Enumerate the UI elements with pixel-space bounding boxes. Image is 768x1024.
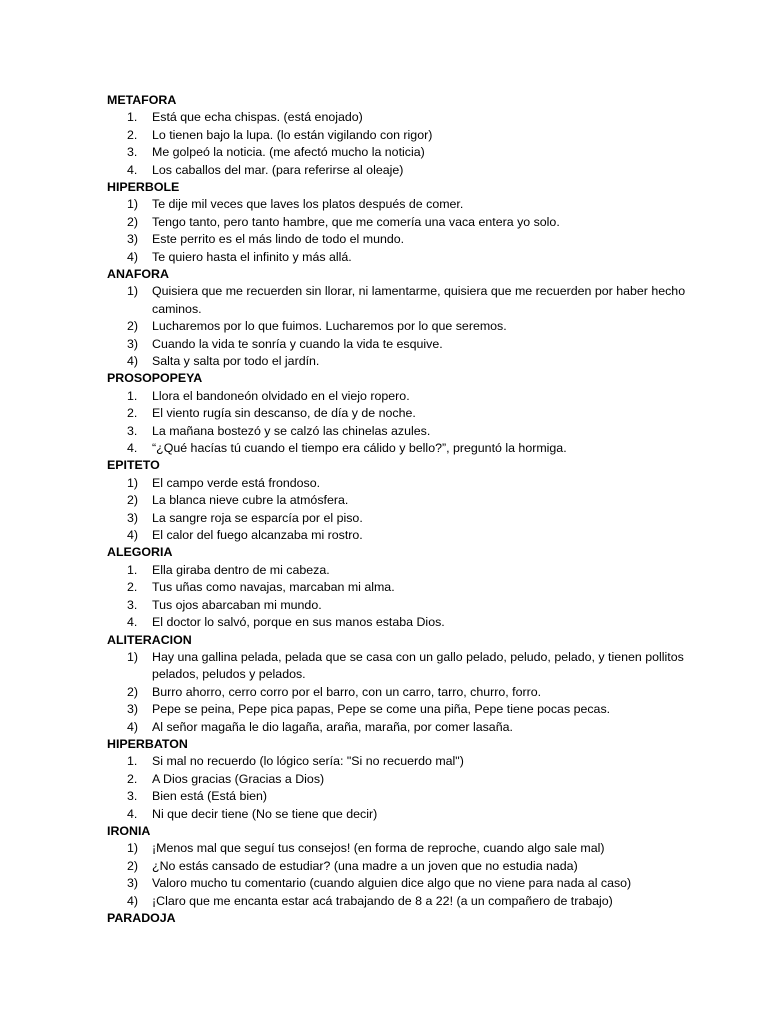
section-heading: ANAFORA [107, 267, 169, 282]
example-list [107, 109, 687, 179]
list-item-text: Tengo tanto, pero tanto hambre, que me comería una vaca entera yo solo. [152, 214, 560, 229]
list-item-number: 2) [127, 493, 139, 508]
section [107, 266, 687, 370]
list-item [107, 753, 687, 770]
list-item-text: ¡Menos mal que seguí tus consejos! (en forma de reproche, cuando algo sale mal) [152, 841, 605, 856]
list-item-text: La sangre roja se esparcía por el piso. [152, 510, 363, 525]
section-heading: EPITETO [107, 458, 160, 473]
list-item-number: 4. [127, 441, 138, 456]
example-list [107, 649, 687, 736]
list-item [107, 840, 687, 857]
list-item-text: Te dije mil veces que laves los platos después de comer. [152, 197, 464, 212]
list-item [107, 684, 687, 701]
list-item-text: Ni que decir tiene (No se tiene que decir) [152, 806, 378, 821]
list-item-text: Te quiero hasta el infinito y más allá. [152, 249, 352, 264]
list-item [107, 562, 687, 579]
section-heading: IRONIA [107, 823, 151, 838]
list-item-number: 1) [127, 284, 139, 299]
section-heading: METAFORA [107, 93, 177, 107]
list-item-number: 1. [127, 562, 138, 577]
list-item-text: Al señor magaña le dio lagaña, araña, maraña, por comer lasaña. [152, 719, 513, 734]
list-item [107, 423, 687, 440]
section-heading: ALEGORIA [107, 545, 173, 560]
example-list [107, 562, 687, 632]
list-item [107, 475, 687, 492]
list-item-number: 3) [127, 510, 139, 525]
list-item [107, 249, 687, 266]
list-item-number: 2) [127, 319, 139, 334]
section [107, 457, 687, 544]
list-item-number: 1) [127, 475, 139, 490]
list-item-number: 4) [127, 893, 139, 908]
section-heading: PROSOPOPEYA [107, 371, 203, 386]
list-item [107, 806, 687, 823]
list-item-text: Burro ahorro, cerro corro por el barro, con un carro, tarro, churro, forro. [152, 684, 542, 699]
list-item [107, 144, 687, 161]
list-item-number: 4. [127, 615, 138, 630]
list-item-text: Quisiera que me recuerden sin llorar, ni lamentarme, quisiera que me recuerden por haber hecho caminos. [152, 284, 686, 316]
list-item-number: 1) [127, 197, 139, 212]
section [107, 736, 687, 823]
list-item [107, 701, 687, 718]
list-item-number: 3) [127, 702, 139, 717]
list-item-text: Tus ojos abarcaban mi mundo. [152, 597, 322, 612]
list-item-number: 4) [127, 354, 139, 369]
section [107, 92, 687, 179]
list-item-number: 2. [127, 406, 138, 421]
list-item-number: 3. [127, 423, 138, 438]
list-item [107, 336, 687, 353]
list-item-text: Los caballos del mar. (para referirse al oleaje) [152, 162, 404, 177]
list-item-text: El doctor lo salvó, porque en sus manos estaba Dios. [152, 615, 445, 630]
list-item-number: 4) [127, 249, 139, 264]
list-item [107, 214, 687, 231]
list-item-text: Ella giraba dentro de mi cabeza. [152, 562, 330, 577]
list-item-number: 1. [127, 110, 138, 125]
list-item-text: Bien está (Está bien) [152, 789, 268, 804]
list-item [107, 405, 687, 422]
section-heading: ALITERACION [107, 632, 192, 647]
example-list [107, 283, 687, 370]
example-list [107, 753, 687, 823]
list-item-number: 1) [127, 841, 139, 856]
list-item [107, 597, 687, 614]
list-item [107, 510, 687, 527]
list-item [107, 614, 687, 631]
section [107, 823, 687, 910]
list-item-text: Llora el bandoneón olvidado en el viejo ropero. [152, 388, 410, 403]
list-item [107, 162, 687, 179]
list-item [107, 858, 687, 875]
example-list [107, 196, 687, 266]
list-item [107, 318, 687, 335]
list-item-text: La mañana bostezó y se calzó las chinelas azules. [152, 423, 431, 438]
list-item-number: 1. [127, 388, 138, 403]
list-item-text: Está que echa chispas. (está enojado) [152, 110, 363, 125]
list-item-number: 3) [127, 336, 139, 351]
list-item-text: Cuando la vida te sonría y cuando la vida te esquive. [152, 336, 443, 351]
section [107, 179, 687, 266]
list-item-number: 3) [127, 876, 139, 891]
section [107, 370, 687, 457]
list-item-number: 3. [127, 145, 138, 160]
list-item [107, 649, 687, 684]
list-item-number: 2. [127, 580, 138, 595]
list-item-number: 2) [127, 684, 139, 699]
list-item-text: Pepe se peina, Pepe pica papas, Pepe se come una piña, Pepe tiene pocas pecas. [152, 702, 611, 717]
list-item-text: La blanca nieve cubre la atmósfera. [152, 493, 349, 508]
list-item-text: “¿Qué hacías tú cuando el tiempo era cálido y bello?”, preguntó la hormiga. [152, 441, 567, 456]
list-item-text: Valoro mucho tu comentario (cuando alguien dice algo que no viene para nada al caso) [152, 876, 632, 891]
list-item-number: 2. [127, 771, 138, 786]
list-item-text: Hay una gallina pelada, pelada que se casa con un gallo pelado, peludo, pelado, y tienen pollitos pelados, peludos y pelados. [152, 649, 684, 682]
list-item [107, 127, 687, 144]
list-item-number: 4. [127, 806, 138, 821]
list-item-text: Lo tienen bajo la lupa. (lo están vigilando con rigor) [152, 127, 433, 142]
list-item-number: 3. [127, 789, 138, 804]
list-item-text: Si mal no recuerdo (lo lógico sería: "Si no recuerdo mal") [152, 754, 464, 769]
list-item [107, 579, 687, 596]
list-item-text: Me golpeó la noticia. (me afectó mucho la noticia) [152, 145, 425, 160]
section-heading: PARADOJA [107, 910, 176, 925]
list-item [107, 492, 687, 509]
list-item-text: A Dios gracias (Gracias a Dios) [152, 771, 325, 786]
list-item [107, 109, 687, 126]
list-item-number: 3. [127, 597, 138, 612]
section [107, 632, 687, 736]
list-item [107, 231, 687, 248]
list-item-number: 3) [127, 232, 139, 247]
list-item-text: El campo verde está frondoso. [152, 475, 321, 490]
list-item-text: ¡Claro que me encanta estar acá trabajando de 8 a 22! (a un compañero de trabajo) [152, 893, 613, 908]
section-heading: HIPERBOLE [107, 180, 180, 195]
list-item-text: Lucharemos por lo que fuimos. Lucharemos por lo que seremos. [152, 319, 507, 334]
document-body [107, 92, 687, 927]
list-item-number: 1) [127, 649, 139, 664]
list-item-text: Salta y salta por todo el jardín. [152, 354, 320, 369]
list-item-text: El calor del fuego alcanzaba mi rostro. [152, 528, 363, 543]
list-item-number: 1. [127, 754, 138, 769]
example-list [107, 840, 687, 910]
list-item [107, 719, 687, 736]
list-item-text: Este perrito es el más lindo de todo el mundo. [152, 232, 405, 247]
list-item-number: 4. [127, 162, 138, 177]
section-heading: HIPERBATON [107, 736, 188, 751]
list-item [107, 893, 687, 910]
list-item [107, 771, 687, 788]
list-item [107, 527, 687, 544]
section [107, 544, 687, 631]
list-item [107, 875, 687, 892]
example-list [107, 388, 687, 458]
section [107, 910, 687, 927]
list-item-number: 2. [127, 127, 138, 142]
list-item [107, 283, 687, 318]
list-item-text: ¿No estás cansado de estudiar? (una madre a un joven que no estudia nada) [152, 858, 578, 873]
list-item [107, 388, 687, 405]
list-item-number: 4) [127, 528, 139, 543]
list-item [107, 353, 687, 370]
list-item [107, 196, 687, 213]
list-item-text: Tus uñas como navajas, marcaban mi alma. [152, 580, 395, 595]
list-item-number: 4) [127, 719, 139, 734]
example-list [107, 475, 687, 545]
list-item-text: El viento rugía sin descanso, de día y de noche. [152, 406, 416, 421]
list-item [107, 788, 687, 805]
list-item [107, 440, 687, 457]
list-item-number: 2) [127, 858, 139, 873]
list-item-number: 2) [127, 214, 139, 229]
